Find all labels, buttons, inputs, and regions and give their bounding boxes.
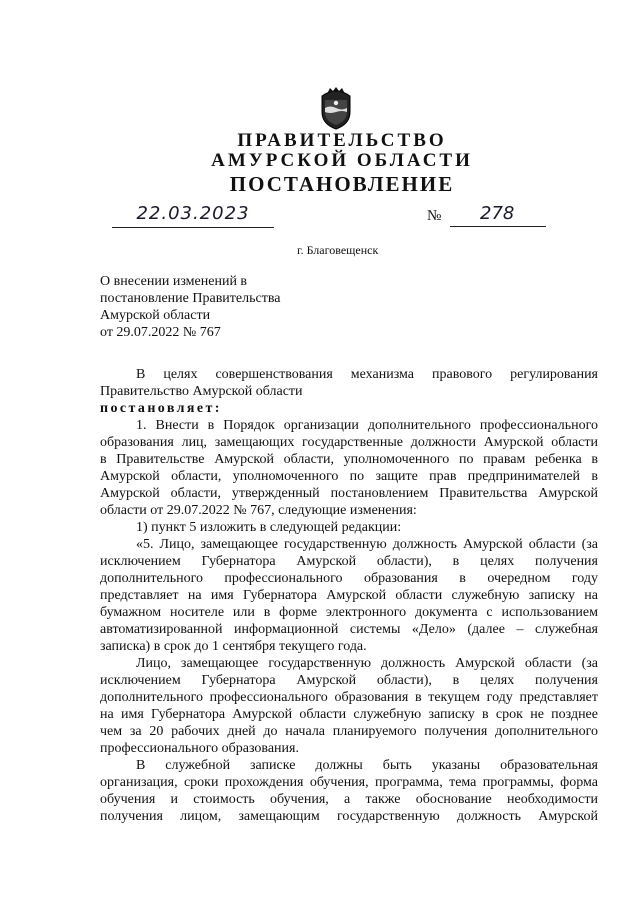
body-line: профессионального образования. (100, 741, 299, 756)
subject-line: О внесении изменений в (100, 274, 248, 289)
city-name: г. Благовещенск (297, 243, 379, 257)
number-label: № (427, 208, 442, 224)
body-line: «5. Лицо, замещающее государственную должность Амурской области (за (136, 537, 598, 552)
body-line: исключением Губернатора Амурской области), в целях получения (100, 673, 598, 688)
body-line: 1. Внести в Порядок организации дополнительного профессионального (136, 418, 598, 433)
body-line: области от 29.07.2022 № 767, следующие изменения: (100, 503, 417, 518)
body-line: постановляет: (100, 401, 222, 416)
government-title-line1: ПРАВИТЕЛЬСТВО (237, 130, 447, 151)
body-line: получения лицом, замещающим государственную должность Амурской (100, 809, 598, 824)
subject-line: постановление Правительства (100, 291, 281, 306)
subject-line: от 29.07.2022 № 767 (100, 325, 221, 340)
body-line: Лицо, замещающее государственную должность Амурской области (за (136, 656, 598, 671)
document-type-title: ПОСТАНОВЛЕНИЕ (229, 172, 455, 196)
body-line: 1) пункт 5 изложить в следующей редакции: (136, 520, 402, 535)
body-line: Амурской области, уполномоченного по защите прав предпринимателей в (100, 469, 598, 484)
body-line: представляет на имя Губернатора Амурской области служебную записку на (100, 588, 598, 603)
body-line: Амурской области, утвержденный постановлением Правительства Амурской (100, 486, 598, 501)
body-line: в Правительстве Амурской области, уполномоченного по правам ребенка в (100, 452, 598, 467)
handwritten-number: 278 (450, 203, 546, 227)
body-line: образования лиц, замещающих государственные должности Амурской области (100, 435, 598, 450)
decree-body (100, 366, 598, 825)
body-line: дополнительного профессионального образования в текущем году представляет (100, 690, 598, 705)
body-line: В целях совершенствования механизма правового регулирования (136, 367, 598, 382)
body-line: на имя Губернатора Амурской области служебную записку в срок не позднее (100, 707, 598, 722)
body-line: автоматизированной информационной системы «Дело» (далее – служебная (100, 622, 598, 637)
subject-line: Амурской области (100, 308, 211, 323)
body-line: организация, сроки прохождения обучения, программа, тема программы, форма (100, 775, 598, 790)
body-line: В служебной записке должны быть указаны образовательная (136, 758, 598, 773)
coat-of-arms-icon (316, 86, 356, 130)
handwritten-date: 22.03.2023 (112, 203, 274, 228)
body-line: Правительство Амурской области (100, 384, 303, 399)
body-line: чем за 20 рабочих дней до начала планируемого получения дополнительного (100, 724, 598, 739)
body-line: обучения и стоимость обучения, а также обоснование необходимости (100, 792, 598, 807)
body-line: бумажном носителе или в форме электронного документа с использованием (100, 605, 598, 620)
body-line: исключением Губернатора Амурской области), в целях получения (100, 554, 598, 569)
government-title-line2: АМУРСКОЙ ОБЛАСТИ (211, 150, 473, 171)
body-line: дополнительного профессионального образования в очередном году (100, 571, 598, 586)
body-line: записка) в срок до 1 сентября текущего года. (100, 639, 367, 654)
subject-block (100, 273, 280, 341)
